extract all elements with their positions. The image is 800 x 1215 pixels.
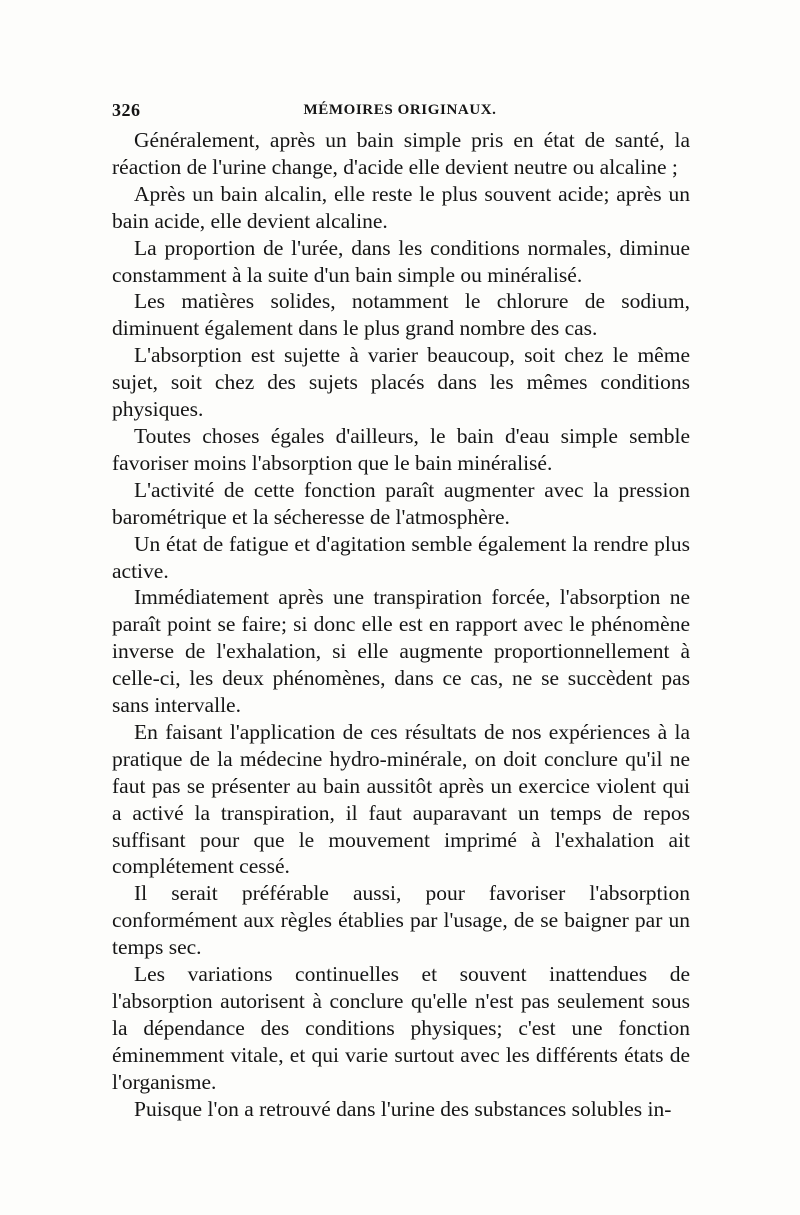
paragraph: L'absorption est sujette à varier beaucoup, soit chez le même sujet, soit chez des sujets placés dans les mêmes conditions physiques. <box>112 343 690 422</box>
paragraph: Les matières solides, notamment le chlorure de sodium, diminuent également dans le plus grand nombre des cas. <box>112 289 690 341</box>
running-head <box>112 98 688 122</box>
paragraph: Un état de fatigue et d'agitation semble également la rendre plus active. <box>112 531 690 583</box>
paragraph: En faisant l'application de ces résultats de nos expériences à la pratique de la médecine hydro-minérale, on doit conclure qu'il ne faut pas se présenter au bain aussitôt après un exercice violent qui a activé la transpiration, il faut auparavant un temps de repos suffisant pour que le mouvement imprimé à l'exhalation ait complétement cessé. <box>112 719 690 879</box>
paragraph: Toutes choses égales d'ailleurs, le bain d'eau simple semble favoriser moins l'absorption que le bain minéralisé. <box>112 423 690 475</box>
paragraph: Immédiatement après une transpiration forcée, l'absorption ne paraît point se faire; si donc elle est en rapport avec le phénomène inverse de l'exhalation, si elle augmente proportionnellement à celle-ci, les deux phénomènes, dans ce cas, ne se succèdent pas sans intervalle. <box>112 585 690 718</box>
paragraph: Après un bain alcalin, elle reste le plus souvent acide; après un bain acide, elle devient alcaline. <box>112 181 690 233</box>
paragraph: L'activité de cette fonction paraît augmenter avec la pression barométrique et la sécheresse de l'atmosphère. <box>112 477 690 529</box>
paragraph: Les variations continuelles et souvent inattendues de l'absorption autorisent à conclure qu'elle n'est pas seulement sous la dépendance des conditions physiques; c'est une fonction éminemment vitale, et qui varie surtout avec les différents états de l'organisme. <box>112 962 690 1094</box>
page-number: 326 <box>112 100 141 120</box>
paragraph: Il serait préférable aussi, pour favoriser l'absorption conformément aux règles établies par l'usage, de se baigner par un temps sec. <box>112 881 690 960</box>
paragraph: Généralement, après un bain simple pris en état de santé, la réaction de l'urine change, d'acide elle devient neutre ou alcaline ; <box>112 128 690 179</box>
running-title: MÉMOIRES ORIGINAUX. <box>303 102 497 118</box>
paragraph: La proportion de l'urée, dans les conditions normales, diminue constamment à la suite d'un bain simple ou minéralisé. <box>112 235 690 287</box>
paragraph: Puisque l'on a retrouvé dans l'urine des substances solubles in- <box>134 1096 672 1121</box>
body-text <box>112 127 690 1123</box>
